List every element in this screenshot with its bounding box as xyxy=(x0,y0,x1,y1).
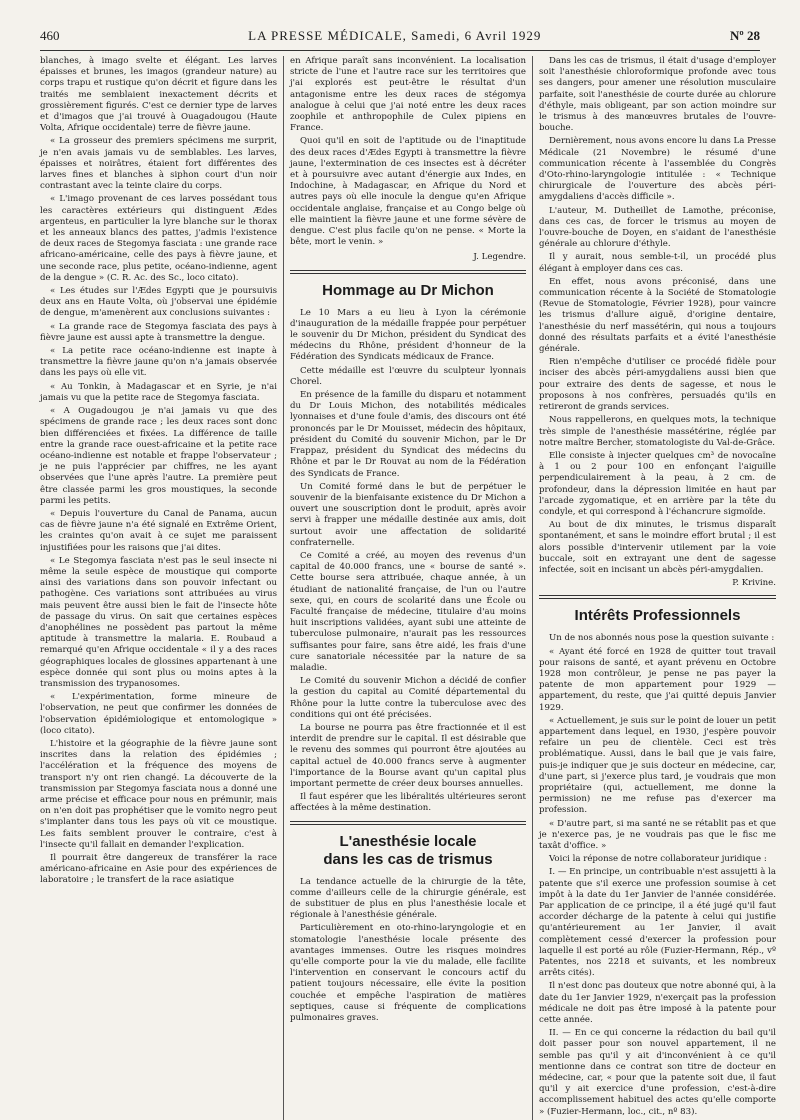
paragraph: L'auteur, M. Dutheillet de Lamothe, préconise, dans ces cas, de forcer le trismus au moyen de l'ouvre-bouche de Doyen, en s'aidant de l'anesthésie générale au chlorure d'éthyle. xyxy=(539,205,776,250)
section-separator xyxy=(539,595,776,599)
paragraph: « Les études sur l'Ædes Egypti que je poursuivis deux ans en Haute Volta, où j'observai une épidémie de dengue, m'amenèrent aux conclusions suivantes : xyxy=(40,286,277,319)
paragraph: « La grande race de Stegomya fasciata des pays à fièvre jaune est aussi apte à transmettre la dengue. xyxy=(40,321,277,343)
section-separator xyxy=(290,821,526,825)
author-signature: P. Krivine. xyxy=(732,578,776,589)
journal-title: LA PRESSE MÉDICALE, Samedi, 6 Avril 1929 xyxy=(248,28,542,43)
section-separator xyxy=(290,270,526,274)
paragraph: Cette médaille est l'œuvre du sculpteur lyonnais Chorel. xyxy=(290,365,526,387)
paragraph: Il y aurait, nous semble-t-il, un procédé plus élégant à employer dans ces cas. xyxy=(539,252,776,274)
column-3 xyxy=(539,56,776,1120)
paragraph: Particulièrement en oto-rhino-laryngologie et en stomatologie l'anesthésie locale présente des avantages immenses. Outre les risques moindres qu'elle comporte pour la vie du malade, elle facilite l'intervention en conservant le concours actif du patient toujours nécessaire, elle évite la position couchée et empêche l'aspiration de matières septiques, cause si fréquente de complications pulmonaires graves. xyxy=(290,923,526,1024)
paragraph: Il faut espérer que les libéralités ultérieures seront affectées à la même destination. xyxy=(290,792,526,814)
issue-number: Nº 28 xyxy=(730,28,760,43)
paragraph: Dans les cas de trismus, il était d'usage d'employer soit l'anesthésie chloroformique profonde avec tous ses dangers, pour amener une résolution musculaire parfaite, soit l'anesthésie de courte durée au chlorure d'éthyle, mais obligeant, par son action moindre sur le trismus à des manœuvres brutales de l'ouvre-bouche. xyxy=(539,56,776,134)
paragraph: Rien n'empêche d'utiliser ce procédé fidèle pour inciser des abcès péri-amygdaliens aussi bien que pour extraire des dents de sagesse, et nous le proposons à nos confrères, persuadés qu'ils en retireront de grands services. xyxy=(539,357,776,413)
paragraph: en Afrique paraît sans inconvénient. La localisation stricte de l'une et l'autre race sur les territoires que j'ai explorés est peut-être le résultat d'un antagonisme entre les deux races de stégomya analogue à celui que j'ai noté entre les deux races zoophile et anthropophile de Culex pipiens en France. xyxy=(290,56,526,134)
paragraph: Quoi qu'il en soit de l'aptitude ou de l'inaptitude des deux races d'Ædes Egypti à transmettre la fièvre jaune, l'extermination de ces insectes est à décréter et à poursuivre avec autant d'énergie aux Indes, en Indochine, à Madagascar, en Afrique du Nord et autres pays où elle inocule la dengue qu'en Afrique occidentale anglaise, française et au Congo belge où elle maintient la fièvre jaune et une forme sévère de dengue. C'est plus facile qu'on ne pense. « Morte la bête, mort le venin. » xyxy=(290,136,526,248)
section-title-line: L'anesthésie locale xyxy=(339,832,477,850)
paragraph: « Ayant été forcé en 1928 de quitter tout travail pour raisons de santé, et ayant prévenu en Octobre 1928 mon contrôleur, je pense ne pas payer la patente de mon appartement pour 1929 — appartement, du reste, que j'ai quitté depuis Janvier 1929. xyxy=(539,646,776,713)
paragraph: En présence de la famille du disparu et notamment du Dr Louis Michon, des notabilités médicales lyonnaises et d'une foule d'amis, des discours ont été prononcés par le Dr Mouisset, médecin des hôpitaux, président du Comité du souvenir Michon, par le Dr Frappaz, président du Syndicat des médecins du Rhône et par le Dr Rouvat au nom de la Fédération des Syndicats de France. xyxy=(290,390,526,479)
paragraph: Un Comité formé dans le but de perpétuer le souvenir de la bienfaisante existence du Dr Michon a ouvert une souscription dont le produit, après avoir servi à frapper une médaille destinée aux amis, doit surtout avoir une affectation de solidarité confraternelle. xyxy=(290,481,526,548)
paragraph: « D'autre part, si ma santé ne se rétablit pas et que je n'exerce pas, je ne voudrais pas que le fisc me taxât d'office. » xyxy=(539,818,776,851)
paragraph: « Depuis l'ouverture du Canal de Panama, aucun cas de fièvre jaune n'a été signalé en Extrême Orient, les craintes qu'on avait à ce sujet me paraissent injustifiées pour les raisons que j'ai dites. xyxy=(40,508,277,553)
paragraph: Le 10 Mars a eu lieu à Lyon la cérémonie d'inauguration de la médaille frappée pour perpétuer le souvenir du Dr Michon, président du Syndicat des médecins du Rhône, président d'honneur de la Fédération des Syndicats médicaux de France. xyxy=(290,307,526,363)
paragraph: « La petite race océano-indienne est inapte à transmettre la fièvre jaune qu'on n'a jamais observée dans les pays où elle vit. xyxy=(40,346,277,379)
page-header xyxy=(40,28,760,51)
paragraph: « La grosseur des premiers spécimens me surprit, je n'en avais jamais vu de semblables. Les larves, épaisses et noirâtres, étaient fort différentes des larves fines et blanches à siphon court d'un noir contrastant avec la teinte claire du corps. xyxy=(40,136,277,192)
paragraph: L'histoire et la géographie de la fièvre jaune sont inscrites dans la relation des épidémies ; l'accélération et la fréquence des moyens de transport n'y ont rien changé. La découverte de la transmission par Stegomya fasciata nous a donné une arme précise et efficace pour nous en prémunir, mais on n'en doit pas prophétiser que le vomito negro peut s'implanter dans tous les pays où vit ce moustique. Les faits semblent prouver le contraire, c'est à l'insecte qu'il fallait en demander l'explication. xyxy=(40,738,277,850)
paragraph: Dernièrement, nous avons encore lu dans La Presse Médicale (21 Novembre) le résumé d'une communication récente à l'assemblée du Congrès d'Oto-rhino-laryngologie intitulée : « Technique chirurgicale de l'ouverture des abcès péri-amygdaliens d'accès difficile ». xyxy=(539,136,776,203)
paragraph: En effet, nous avons préconisé, dans une communication récente à la Société de Stomatologie (Revue de Stomatologie, Février 1928), pour vaincre les trismus d'allure aiguë, d'origine dentaire, l'anesthésie du nerf massétérin, qui nous a toujours donné des résultats parfaits et a évité l'anesthésie générale. xyxy=(539,276,776,355)
paragraph: Il n'est donc pas douteux que notre abonné qui, à la date du 1er Janvier 1929, n'exerçait pas la profession médicale ne doit pas être imposé à la patente pour cette année. xyxy=(539,981,776,1026)
column-divider xyxy=(532,56,533,1120)
paragraph: Ce Comité a créé, au moyen des revenus d'un capital de 40.000 francs, une « bourse de santé ». Cette bourse sera attribuée, chaque année, à un étudiant de nationalité française, de l'un ou l'autre sexe, qui, en cours de scolarité dans une École ou Faculté française de médecine, titulaire d'au moins huit inscriptions validées, ayant subi une atteinte de tuberculose pulmonaire, n'aurait pas les ressources suffisantes pour faire, sans être aidé, les frais d'une cure sanatoriale nécessitée par la nature de sa maladie. xyxy=(290,550,526,673)
paragraph: Elle consiste à injecter quelques cm³ de novocaïne à 1 ou 2 pour 100 en enfonçant l'aiguille perpendiculairement à la peau, à 2 cm. de profondeur, dans la dépression limitée en haut par l'arcade zygomatique, et en arrière par la tête du condyle, et qui correspond à l'échancrure sigmoïde. xyxy=(539,450,776,517)
paragraph: « A Ougadougou je n'ai jamais vu que des spécimens de grande race ; les deux races sont donc bien différenciées et fixées. La différence de taille entre la grande race ouest-africaine et la petite race océano-indienne est notable et frappe l'observateur ; je ne puis l'apprécier par chiffres, ne les ayant observées que l'une après l'autre. La première peut être classée parmi les gros moustiques, la seconde parmi les petits. xyxy=(40,406,277,506)
section-title-line: dans les cas de trismus xyxy=(323,850,493,868)
paragraph: La bourse ne pourra pas être fractionnée et il est interdit de prendre sur le capital. Il est désirable que le revenu des sommes qui pourront être ajoutées au capital actuel de 40.000 francs serve à augmenter l'importance de la Bourse avant qu'un capital plus important permette de créer deux bourses annuelles. xyxy=(290,722,526,789)
paragraph: Voici la réponse de notre collaborateur juridique : xyxy=(549,854,767,865)
paragraph: Un de nos abonnés nous pose la question suivante : xyxy=(549,633,775,644)
column-1 xyxy=(40,56,277,1120)
paragraph: Le Comité du souvenir Michon a décidé de confier la gestion du capital au Comité départemental du Rhône pour la lutte contre la tuberculose avec des conditions qui ont été précisées. xyxy=(290,676,526,720)
paragraph: « Au Tonkin, à Madagascar et en Syrie, je n'ai jamais vu que la petite race de Stegomya fasciata. xyxy=(40,381,277,403)
column-divider xyxy=(283,56,284,1120)
article-columns xyxy=(40,56,777,1117)
paragraph: « L'expérimentation, forme mineure de l'observation, ne peut que confirmer les données de l'observation épidémiologique et entomologique » (loco citato). xyxy=(40,692,277,736)
page-number: 460 xyxy=(40,28,60,43)
paragraph: « Le Stegomya fasciata n'est pas le seul insecte ni même la seule espèce de moustique qui comporte ainsi des variations dans son pouvoir infectant ou pathogène. Ces variations sont attribuées au virus mais peuvent être aussi bien le fait de l'insecte hôte de passage du virus. On sait que certaines espèces d'anophélines ne possèdent pas partout la même aptitude à transmettre la malaria. E. Roubaud a remarqué qu'en Afrique occidentale « il y a des races géographiques locales de glossines appartenant à une espèce donnée qui sont plus ou moins aptes à la transmission des trypanosomes. xyxy=(40,555,277,689)
paragraph: Au bout de dix minutes, le trismus disparaît spontanément, et sans le moindre effort brutal ; il est alors possible d'intervenir utilement par la voie buccale, soit en extrayant une dent de sagesse infectée, soit en incisant un abcès péri-amygdalien. xyxy=(539,520,776,575)
section-title-interets: Intérêts Professionnels xyxy=(574,607,741,625)
section-title-michon: Hommage au Dr Michon xyxy=(322,281,494,299)
paragraph: Nous rappellerons, en quelques mots, la technique très simple de l'anesthésie massétérine, réglée par notre maître Bercher, stomatologiste du Val-de-Grâce. xyxy=(539,415,776,448)
paragraph: I. — En principe, un contribuable n'est assujetti à la patente que s'il exerce une profession soumise à cet impôt à la date du 1er Janvier de l'année considérée. Par application de ce principe, il a été jugé qu'il faut accorder décharge de la patente à celui qui justifie qu'antérieurement au 1er Janvier, il avait complètement cessé d'exercer la profession pour laquelle il est porté au rôle (Fuzier-Hermann, Rép., vº Patentes, nos 2218 et suivants, et les nombreux arrêts cités). xyxy=(539,867,777,979)
paragraph: II. — En ce qui concerne la rédaction du bail qu'il doit passer pour son nouvel appartement, il ne semble pas qu'il y ait d'inconvénient à ce qu'il mentionne dans ce contrat son titre de docteur en médecine, car, « pour que la patente soit due, il faut qu'il y ait exercice d'une profession, c'est-à-dire accomplissement habituel des actes qu'elle comporte » (Fuzier-Hermann, loc., cit., nº 83). xyxy=(539,1028,776,1117)
paragraph: La tendance actuelle de la chirurgie de la tête, comme d'ailleurs celle de la chirurgie générale, est de substituer de plus en plus l'anesthésie locale et régionale à l'anesthésie générale. xyxy=(290,876,526,921)
paragraph: blanches, à imago svelte et élégant. Les larves épaisses et brunes, les imagos (grandeur nature) au corps trapu et rustique qu'on décrit et figure dans les traités me semblaient inexactement décrits et grossièrement figurés. C'est ce dernier type de larves et d'imagos que j'ai trouvé à Ouagadougou (Haute Volta, Afrique occidentale) terre de fièvre jaune. xyxy=(40,56,277,134)
paragraph: « Actuellement, je suis sur le point de louer un petit appartement dans lequel, en 1930, j'espère pouvoir refaire un peu de clientèle. Ceci est très problématique. Aussi, dans le bail que je vais faire, puis-je indiquer que je suis docteur en médecine, car, d'une part, si j'exerce plus tard, je voudrais que mon propriétaire (qui, actuellement, me donne la permission) ne me refuse pas d'exercer ma profession. xyxy=(539,715,776,816)
author-signature: J. Legendre. xyxy=(473,252,526,263)
section-title-trismus xyxy=(290,833,526,869)
paragraph: « L'imago provenant de ces larves possédant tous les caractères extérieurs qui distinguent Ædes argenteus, en particulier la lyre blanche sur le thorax et les anneaux blancs des pattes, j'admis l'existence de deux races de Stegomya fasciata : une grande race africano-américaine, celle des pays à fièvre jaune, et une seconde race, plus petite, océano-indienne, agent de la dengue » (C. R. Ac. des Sc., loco citato). xyxy=(40,194,277,283)
paragraph: Il pourrait être dangereux de transférer la race américano-africaine en Asie pour des expériences de laboratoire ; le transfert de la race asiatique xyxy=(40,853,277,886)
column-2 xyxy=(290,56,526,1120)
